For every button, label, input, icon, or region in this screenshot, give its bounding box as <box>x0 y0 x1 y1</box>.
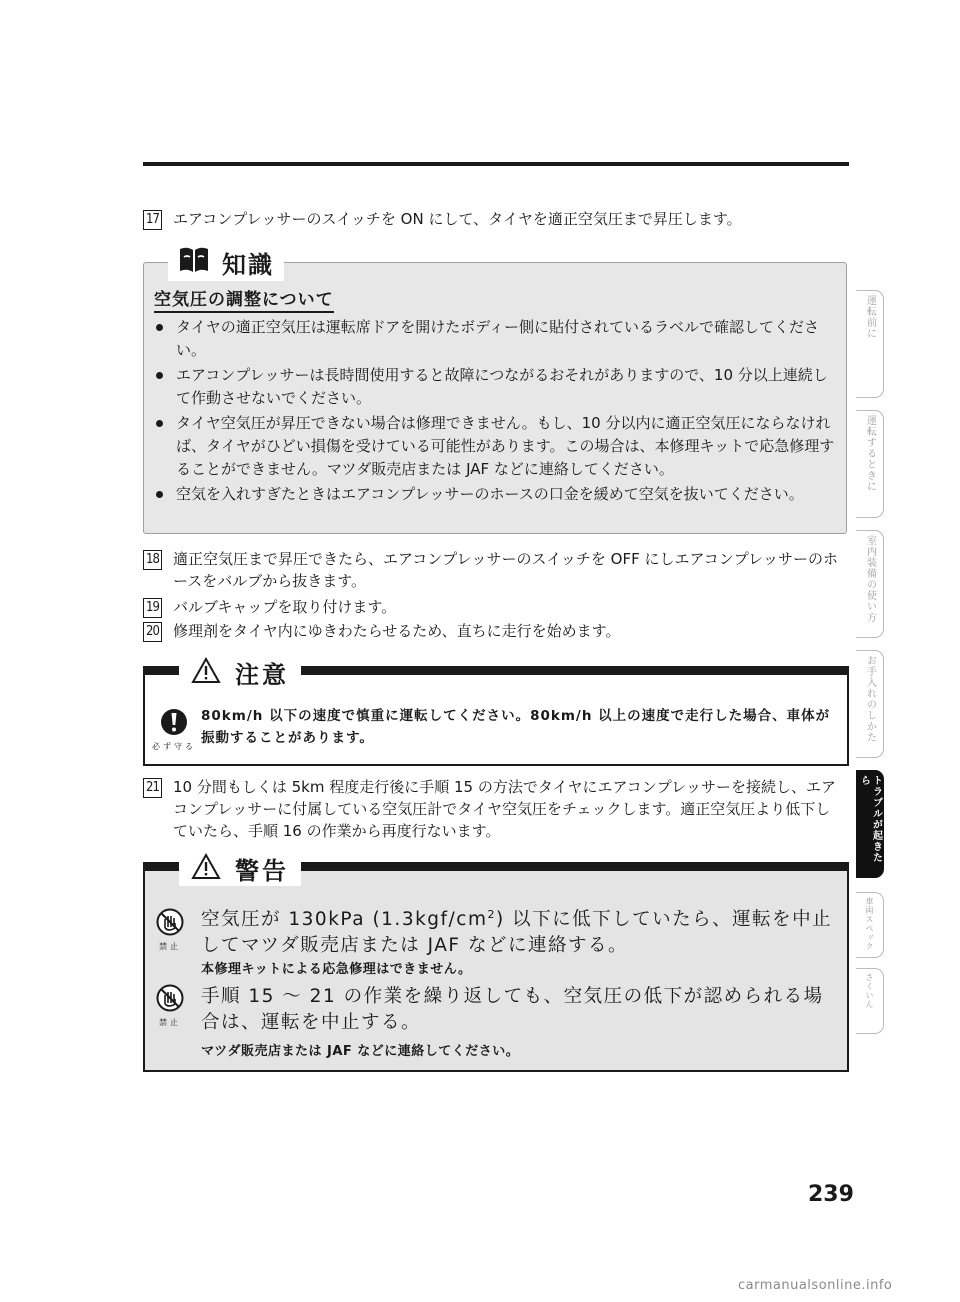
prohibited-mark <box>156 984 184 1028</box>
list-item: エアコンプレッサーは長時間使用すると故障につながるおそれがありますので、10 分以上連続して作動させないでください。 <box>154 364 840 410</box>
warning-item-1-note: 本修理キットによる応急修理はできません。 <box>201 962 472 977</box>
caution-box <box>143 660 849 766</box>
step-number: 17 <box>143 210 162 230</box>
step-18 <box>143 548 843 592</box>
tab-index[interactable]: さくいん <box>856 968 884 1034</box>
book-icon <box>178 246 210 278</box>
step-text: 修理剤をタイヤ内にゆきわたらせるため、直ちに走行を始めます。 <box>173 622 621 640</box>
warning-title: 警告 <box>235 856 289 885</box>
caution-text: 80km/h 以下の速度で慎重に運転してください。80km/h 以上の速度で走行した場合、車体が振動することがあります。 <box>201 708 831 746</box>
warning-triangle-icon <box>191 657 221 688</box>
tab-specs[interactable]: 車両スペック <box>856 892 884 958</box>
watermark: carmanualsonline.info <box>738 1278 893 1293</box>
step-number: 18 <box>143 550 162 570</box>
prohibited-mark <box>156 908 184 952</box>
prohibited-label: 禁止 <box>159 1018 181 1027</box>
step-21 <box>143 776 843 842</box>
prohibited-hand-icon <box>156 984 184 1016</box>
step-17 <box>143 208 843 230</box>
knowledge-list <box>154 316 840 508</box>
list-item: タイヤ空気圧が昇圧できない場合は修理できません。もし、10 分以内に適正空気圧にならなければ、タイヤがひどい損傷を受けている可能性があります。この場合は、本修理キットで応急修理することができません。マツダ販売店または JAF などに連絡してください。 <box>154 412 840 481</box>
mandatory-mark <box>152 708 196 752</box>
knowledge-header <box>168 243 284 281</box>
mandatory-label: 必ず守る <box>152 742 196 751</box>
step-number: 20 <box>143 622 162 642</box>
prohibited-hand-icon <box>156 908 184 940</box>
prohibited-label: 禁止 <box>159 942 181 951</box>
tab-while-driving[interactable]: 運転するときに <box>856 410 884 518</box>
step-text: エアコンプレッサーのスイッチを ON にして、タイヤを適正空気圧まで昇圧します。 <box>173 210 742 228</box>
knowledge-title: 知識 <box>222 250 274 279</box>
warning-triangle-icon <box>191 853 221 884</box>
tab-troubleshooting[interactable]: トラブルが起きたら <box>856 770 884 878</box>
warning-item-2-note: マツダ販売店または JAF などに連絡してください。 <box>201 1044 520 1059</box>
caution-header <box>179 654 301 690</box>
warning-box <box>143 856 849 1072</box>
step-text: 適正空気圧まで昇圧できたら、エアコンプレッサーのスイッチを OFF にしエアコンプレッサーのホースをバルブから抜きます。 <box>173 550 839 590</box>
warning-header <box>179 850 301 886</box>
step-text: 10 分間もしくは 5km 程度走行後に手順 15 の方法でタイヤにエアコンプレッサーを接続し、エアコンプレッサーに付属している空気圧計でタイヤ空気圧をチェックします。適正空気圧より低下していたら、手順 16 の作業から再度行ないます。 <box>173 778 837 840</box>
caution-title: 注意 <box>235 660 289 689</box>
warning-item-2: 手順 15 〜 21 の作業を繰り返しても、空気圧の低下が認められる場合は、運転を中止する。 <box>201 986 824 1033</box>
step-number: 19 <box>143 598 162 618</box>
tab-maintenance[interactable]: お手入れのしかた <box>856 650 884 758</box>
step-text: バルブキャップを取り付けます。 <box>173 598 397 616</box>
tab-interior[interactable]: 室内装備の使い方 <box>856 530 884 638</box>
tab-driving-before[interactable]: 運転前に <box>856 290 884 398</box>
page-number: 239 <box>808 1182 854 1207</box>
top-rule <box>143 162 849 166</box>
exclamation-circle-icon <box>160 708 188 740</box>
list-item: 空気を入れすぎたときはエアコンプレッサーのホースの口金を緩めて空気を抜いてください。 <box>154 483 840 506</box>
knowledge-subtitle: 空気圧の調整について <box>154 285 334 313</box>
warning-item-1: 空気圧が 130kPa $(1.3kgf/cm^2)$ 以下に低下していたら、運転を中止してマツダ販売店または JAF などに連絡する。 <box>201 908 833 957</box>
step-20 <box>143 620 843 642</box>
step-19 <box>143 596 843 618</box>
step-number: 21 <box>143 778 162 798</box>
list-item: タイヤの適正空気圧は運転席ドアを開けたボディー側に貼付されているラベルで確認してください。 <box>154 316 840 362</box>
